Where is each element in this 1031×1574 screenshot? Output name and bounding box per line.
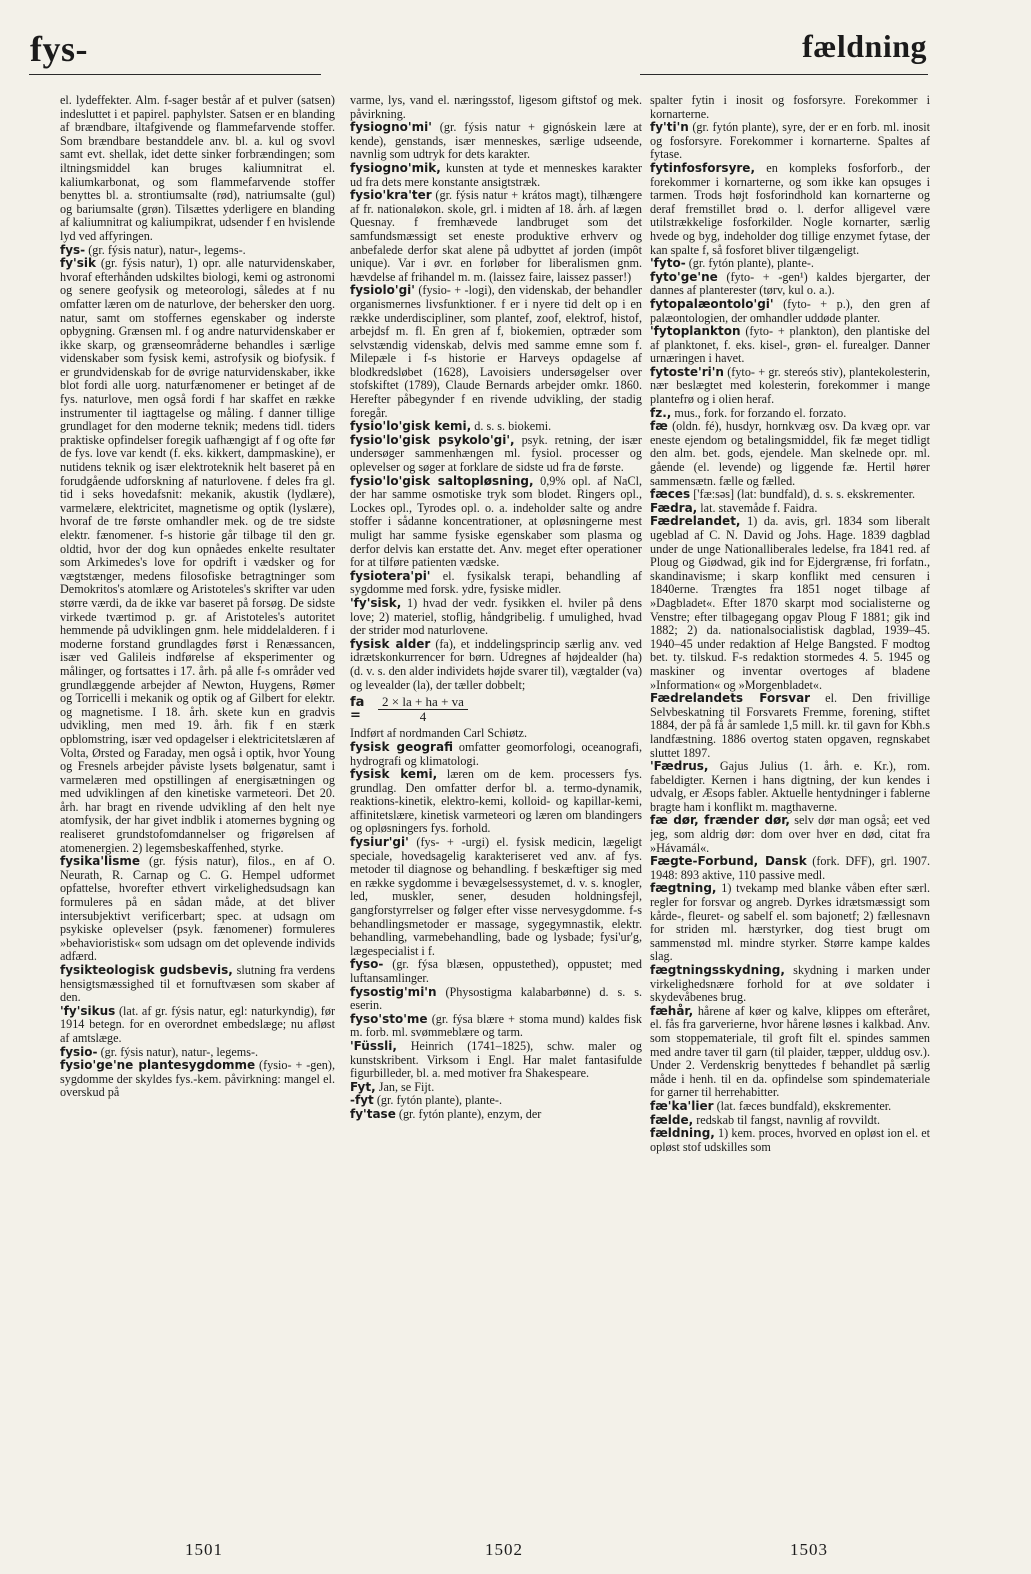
entry-text: (fork. DFF), grl. 1907. 1948: 893 aktive, 110 passive medl. — [650, 854, 930, 882]
dictionary-entry — [650, 162, 930, 257]
entry-text: Indført af nordmanden Carl Schiøtz. — [350, 726, 528, 741]
dictionary-entry — [650, 298, 930, 325]
dictionary-entry — [650, 1005, 930, 1100]
dictionary-entry — [650, 1100, 930, 1114]
entry-headword: 'fytoplankton — [650, 324, 741, 339]
entry-headword: fysiolo'gi' — [350, 283, 415, 298]
dictionary-entry — [650, 1114, 930, 1128]
entry-headword: fæ'ka'lier — [650, 1098, 714, 1113]
entry-text: (gr. fýsis natur + gignóskein lære at kende), genstands, især menneskes, særlige udseende, navnlig som udtryk for dets karakter. — [350, 120, 642, 162]
header-rule-right — [640, 74, 928, 75]
entry-text: (gr. fýsis natur + krátos magt), tilhængere af fr. nationaløkon. skole, grl. i midten af 18. årh. af lægen Quesnay. f fremhævede landbruget som det samfundsmæssigt set eneste produktive erhverv og anbefalede derfor skat alene på udbyttet af jorden (impôt unique). Var i øvr. en forløber for liberalismen gnm. hævdelse af frihandel m. m. (laissez faire, laissez passer!) — [350, 188, 642, 284]
dictionary-entry — [650, 515, 930, 692]
dictionary-entry — [650, 1127, 930, 1154]
entry-text: læren om de kem. processers fys. grundlag. Den omfatter derfor bl. a. termo-dynamik, reaktions-kinetik, elektro-kemi, kolloid- og kapillar-kemi, affinitetslære, kinetisk varmeteori og læren om blandingers og opløsningers fys. forhold. — [350, 767, 642, 836]
entry-text: el. fysikalsk terapi, behandling af sygdomme med forsk. ydre, fysiske midler. — [350, 568, 642, 597]
entry-text: 0,9% opl. af NaCl, der har samme osmotiske tryk som blodet. Ringers opl., Lockes opl., Tyrodes opl. o. a. indeholder salte og andre stoffer i sådanne koncentrationer, at opløsningerne mest muligt har samme fysiske egenskaber som plasma og derfor delvis kan erstatte det. Anv. meget efter operationer for at tilføre patienten vædske. — [350, 473, 642, 570]
entry-text: (gr. fýsis natur), 1) opr. alle naturvidenskaber, hvoraf efterhånden udskiltes biologi, kemi og astronomi og senere geofysik og meteorologi, således at f nu omfatter læren om de naturlove, der behersker den uorg. natur, samt om stoffernes egenskaber og inderste opbygning. Grænsen ml. f og andre naturvidenskaber er ikke skarp, og grænseområderne behandles i særlige videnskaber som fysisk kemi, astrofysik og biofysik. f er grundvidenskab for de øvrige naturvidenskaber, ikke blot fordi alle uorg. naturfænomener er betinget af de fys. naturlove, men også fordi f har skaffet en række instrumenter til iagttagelse og måling. f danner tillige grundlaget for den moderne teknik; medens tidl. tiders praktiske opfindelser foregik uafhængigt af f og ofte før de fys. love var kendt (f. eks. kikkert, dampmaskine), er nutidens teknik og især elektroteknik helt baseret på en forudgående udforskning af naturlovene. f deles fra gl. tid i seks hovedafsnit: mekanik, akustik (lydlære), varmelære, elektricitet, magnetisme og optik (lyslære), hvoraf de tre første omhandler mek. og de tre sidste elektr. fænomener. f-s historie går tilbage til den gr. oldtid, hvor der dog kun opnåedes enkelte resultater som Arkimedes's love for opdrift i vædsker og for vægtstænger, medens filosofiske betragtninger som Demokritos's atomlære og Aristoteles's skrifter var uden større værdi, da de ikke var baseret på forsøg. De sidste virkede tværtimod p. gr. af Aristoteles's autoritet hemmende på udviklingen gnm. hele middelalderen. f i moderne forstand grundlagdes først i Renæssancen, især ved Galileis indførelse af eksperimenter og målinger, og fortsattes i 17. årh. på alle f-s områder ved grundlæggende arbejder af Newton, Huygens, Rømer og Torricelli i mekanik og optik og af Gilbert for elektr. og magnetisme. I 18. årh. skete kun en gradvis udvikling, men med 19. årh. fik f en stærk opblomstring, især ved opdagelser i elektricitetslæren af Volta, Ørsted og Faraday, men også i optik, hvor Young og Fresnels arbejder påviste lysets bølgenatur, samt i varmelæren med opstillingen af energisætningen og med udviklingen af den kinetiske varmeteori. Det 20. årh. har bragt en rivende udvikling af den helt nye atomfysik, der har givet indblik i atomernes bygning og realiseret grundstofomdannelser og frigørelsen af atomenergien. 2) legemsbeskaffenhed, styrke. — [60, 256, 335, 855]
entry-text: (oldn. fé), husdyr, hornkvæg osv. Da kvæg opr. var eneste ejendom og betalingsmiddel, fik fæ meget tidligt den alm. bet. gods, ejendele. Man skelnede opr. ml. gående (el. levende) og liggende fæ. Hertil hører sammensætn. fælle og fælled. — [650, 419, 930, 488]
entry-headword: -fyt — [350, 1093, 374, 1108]
entry-text: (lat. af gr. fýsis natur, egl: naturkyndig), før 1914 betegn. for en overordnet embedslæge; nu afløst af amtslæge. — [60, 1003, 335, 1045]
header-rule-left — [29, 74, 321, 75]
dictionary-entry — [650, 502, 930, 516]
dictionary-entry — [350, 768, 642, 836]
dictionary-entry — [60, 257, 335, 855]
dictionary-entry — [350, 836, 642, 958]
entry-headword: fysio- — [60, 1044, 98, 1059]
dictionary-entry — [60, 855, 335, 964]
entry-text: (lat. fæces bundfald), ekskrementer. — [716, 1098, 892, 1113]
entry-headword: fysika'lisme — [60, 854, 141, 869]
dictionary-entry — [650, 488, 930, 502]
entry-text: (gr. fýsa blære + stoma mund) kaldes fisk m. forb. ml. svømmeblære og tarm. — [350, 1011, 642, 1040]
entry-headword: fysiogno'mik, — [350, 160, 441, 175]
running-head-left: fys- — [30, 29, 88, 69]
dictionary-entry — [350, 638, 642, 692]
formula-fraction — [378, 695, 468, 723]
entry-headword: Fædrelandet, — [650, 514, 741, 529]
dictionary-entry — [60, 1005, 335, 1046]
dictionary-entry — [650, 814, 930, 855]
entry-text: (gr. fýsis natur), filos., en af O. Neurath, R. Carnap og C. G. Hempel udformet opfattelse, hvorefter ethvert virkelighedsudsagn kan formuleres på en sådan måde, at det bliver intersubjektivt verificerbart; spec. at udsagn om psykiske oplevelser (psyk. fænomener) formuleres »behavioristisk« som udsagn om det oplevende individs adfærd. — [60, 854, 335, 964]
entry-text: omfatter geomorfologi, oceanografi, hydrografi og klimatologi. — [350, 739, 642, 768]
entry-headword: fælde, — [650, 1112, 694, 1127]
formula-lhs: fa = — [350, 694, 365, 724]
dictionary-entry — [60, 244, 335, 258]
entry-headword: fytopalæontolo'gi' — [650, 296, 774, 311]
formula-denominator: 4 — [419, 708, 427, 724]
entry-headword: fæ dør, frænder dør, — [650, 813, 790, 828]
entry-text: Heinrich (1741–1825), schw. maler og kunstskribent. Virksom i Engl. Har malet fantasifulde figurbilleder, bl. a. med motiver fra Shakespeare. — [350, 1038, 642, 1081]
entry-text: ['fæ:səs] (lat: bundfald), d. s. s. ekskrementer. — [693, 487, 916, 502]
dictionary-entry — [350, 1081, 642, 1095]
column-3 — [650, 94, 930, 1534]
running-head-right: fældning — [802, 28, 927, 64]
entry-text: 1) da. avis, grl. 1834 som liberalt ugeblad af C. N. David og Johs. Hage. 1839 dagblad under de unge Nationalliberales ledelse, fra 1841 red. af Ploug og Giødwad, gik ind for Ejdergrænse, fri forfatn., skandinavisme; i skarp konflikt med censuren i 1840erne. Trængtes fra 1851 noget tilbage af »Dagbladet«. Efter 1870 skarpt mod socialisterne og Venstre; efter tilbagegang opgav Ploug F 1881; gik ind 1882; 2) da. nationalsocialistisk dagblad, 1939–45. 1940–45 under redaktion af Helge Bangsted. F modtog bet. ty. tilskud. F-s redaktion stormedes 4. 5. 1945 og maskiner og inventar overtoges af bladene »Information« og »Morgenbladet«. — [650, 514, 930, 692]
entry-text: (fa), et inddelingsprincip særlig anv. ved idrætskonkurrencer for børn. Udregnes af højdealder (ha) (d. v. s. den alder individets højde svarer til), vægtalder (va) og levealder (la), der tæller dobbelt; — [350, 636, 642, 692]
dictionary-entry — [350, 727, 642, 741]
entry-headword: fældning, — [650, 1126, 715, 1141]
entry-text: spalter fytin i inosit og fosforsyre. Forekommer i kornarterne. — [650, 94, 930, 121]
entry-text: 1) tvekamp med blanke våben efter særl. regler for forsvar og angreb. Dyrkes idrætsmæssigt som kårde-, fleuret- og sabelf el. som bajonetf; 2) fællesnavn for striden ml. hærstyrker, dog tiest brugt om sammenstød ml. mindre styrker. Større kampe kaldes slag. — [650, 881, 930, 964]
entry-headword: fysisk kemi, — [350, 767, 438, 782]
entry-text: (fyto- + -gen¹) kaldes bjergarter, der dannes af planterester (tørv, kul o. a.). — [650, 269, 930, 298]
dictionary-entry — [350, 570, 642, 597]
entry-text: lat. stavemåde f. Faidra. — [700, 500, 818, 515]
entry-headword: fægtning, — [650, 881, 717, 896]
dictionary-entry — [60, 94, 335, 244]
entry-headword: fysio'kra'ter — [350, 188, 432, 203]
entry-headword: fæhår, — [650, 1003, 694, 1018]
entry-headword: fysio'lo'gisk psykolo'gi', — [350, 432, 515, 447]
dictionary-entry — [650, 420, 930, 488]
dictionary-entry — [650, 94, 930, 121]
entry-text: (fyto- + gr. stereós stiv), plantekolesterin, nær beslægtet med kolesterin, forekommer i mange plantefrø og i olien heraf. — [650, 364, 930, 407]
entry-text: hårene af køer og kalve, klippes om efteråret, el. fås fra garverierne, hvor hårene løsnes i kalkbad. Anv. som stoppemateriale, til groft filt el. spindes sammen med andre taver til garn (til plaider, tæpper, ulddug osv.). Under 2. Verdenskrig benyttedes f behandlet på særlig måde i henh. til en da. opfindelse som spindemateriale for garner til herrehabitter. — [650, 1003, 930, 1100]
dictionary-entry — [350, 121, 642, 162]
dictionary-entry — [60, 964, 335, 1005]
page-number-1502: 1502 — [485, 1540, 523, 1559]
entry-headword: fysisk geografi — [350, 739, 453, 754]
entry-headword: fysikteologisk gudsbevis, — [60, 963, 233, 977]
dictionary-entry — [350, 162, 642, 189]
entry-text: el. Den frivillige Selvbeskatning til Forsvarets Fremme, forening, stiftet 1884, der på få år samlede 1,5 mill. kr. til gavn for Kbh.s landfæstning. 1886 overtog staten opgaven, regnskabet sluttet 1897. — [650, 691, 930, 760]
dictionary-entry — [60, 1046, 335, 1060]
entry-text: (fyto- + plankton), den plantiske del af planktonet, f. eks. kisel-, grøn- el. furealger. Danner urnæringen i havet. — [650, 324, 930, 366]
entry-text: 1) hvad der vedr. fysikken el. hviler på dens love; 2) materiel, stoflig, håndgribelig. f umulighed, hvad der strider mod naturlovene. — [350, 595, 642, 638]
entry-text: redskab til fangst, navnlig af rovvildt. — [696, 1112, 881, 1127]
dictionary-entry — [650, 271, 930, 298]
entry-headword: fysostig'mi'n — [350, 984, 437, 999]
dictionary-entry — [350, 475, 642, 570]
entry-text: (gr. fytón plante), plante-. — [376, 1093, 503, 1108]
dictionary-entry — [650, 760, 930, 814]
dictionary-entry — [350, 94, 642, 121]
entry-headword: Fægte-Forbund, Dansk — [650, 854, 807, 869]
entry-text: mus., fork. for forzando el. forzato. — [674, 405, 847, 420]
entry-text: psyk. retning, der især undersøger sammenhængen ml. fysiol. processer og oplevelser og søger at forklare de sidste ud fra de første. — [350, 432, 642, 475]
dictionary-entry — [650, 257, 930, 271]
entry-headword: fysisk alder — [350, 636, 431, 651]
entry-headword: 'fy'sikus — [60, 1003, 116, 1018]
dictionary-entry — [350, 189, 642, 284]
entry-headword: fysiotera'pi' — [350, 568, 431, 583]
entry-text: Gajus Julius (1. årh. e. Kr.), rom. fabeldigter. Kernen i hans digtning, der kun kendes i udvalg, er Æsops fabler. Aktuelle hentydninger i fablerne bragte ham i konflikt m. magthaverne. — [650, 759, 930, 814]
entry-headword: fæces — [650, 487, 691, 502]
entry-headword: fytoste'ri'n — [650, 364, 724, 379]
entry-text: (gr. fytón plante), plante-. — [688, 256, 814, 271]
column-1 — [60, 94, 335, 1534]
page-number-1503: 1503 — [790, 1540, 828, 1559]
entry-headword: fytinfosforsyre, — [650, 160, 756, 175]
dictionary-entry — [350, 1094, 642, 1108]
entry-text: varme, lys, vand el. næringsstof, ligesom giftstof og mek. påvirkning. — [350, 94, 642, 121]
dictionary-entry — [350, 420, 642, 434]
entry-headword: 'Fædrus, — [650, 759, 709, 774]
dictionary-entry — [650, 882, 930, 964]
entry-text: kunsten at tyde et menneskes karakter ud fra dets mere konstante ansigtstræk. — [350, 160, 642, 189]
dictionary-entry — [60, 1059, 335, 1100]
dictionary-entry — [350, 284, 642, 420]
dictionary-entry — [350, 597, 642, 638]
page-number-1501: 1501 — [185, 1540, 223, 1559]
entry-text: (gr. fýsis natur), natur-, legems-. — [100, 1044, 259, 1059]
entry-headword: fysio'ge'ne plantesygdomme — [60, 1058, 256, 1073]
dictionary-entry — [650, 407, 930, 421]
entry-headword: fægtningsskydning, — [650, 963, 785, 977]
dictionary-entry — [350, 986, 642, 1013]
entry-text: (fyto- + p.), den gren af palæontologien, der omhandler uddøde planter. — [650, 296, 930, 325]
entry-text: (fys- + -urgi) el. fysisk medicin, lægeligt speciale, hovedsagelig karakteriseret ved anv. af fys. metoder til diagnose og behandling. f beskæftiger sig med en række sygdomme i bevægelsessystemet, d. v. s. knogler, led, muskler, sener, desuden holdningsfejl, gangforstyrrelser og følger efter visse nervesygdomme. f-s behandlingsmetoder er massage, sygegymnastik, elektr. behandling, varmebehandling, bade og lysbade; fysi'ur'g, lægespecialist i f. — [350, 835, 642, 958]
formula-numerator: 2 × la + ha + va — [378, 695, 468, 710]
entry-text: en kompleks fosforforb., der forekommer i kornarterne, og som ikke kan opsuges i tarmen. Trods højt fosforindhold kan kornarterne og deraf fremstillet brød o. l. derfor alligevel være utilstrækkelige fosforkilder. Nogle kornarter, særlig hvede og byg, indeholder dog tillige enzymet fytase, der kan spalte f, så fosforet bliver tilgængeligt. — [650, 160, 930, 257]
fysisk-alder-formula — [350, 695, 642, 723]
entry-text: (fysio- + -logi), den videnskab, der behandler organismernes livsfunktioner. f er i nyere tid delt op i en række underdiscipliner, som plantef, zoof, elektrof, histof, arbejdsf m. fl. En gren af f, biokemien, optræder som selvstændig videnskab, delvis med samme emne som f. Milepæle i f-s historie er Harveys opdagelse af blodkredsløbet (1628), Lavoisiers undersøgelser over stofskiftet (1789), Claude Bernards arbejder omkr. 1860. Herefter påbegynder f en rivende udvikling, der stadig foregår. — [350, 283, 642, 420]
entry-headword: fysiur'gi' — [350, 835, 409, 850]
entry-text: skydning i marken under virkelighedsnære forhold for at øve soldater i skydevåbenes brug. — [650, 963, 930, 1005]
entry-headword: fy'sik — [60, 256, 96, 271]
dictionary-entry — [350, 1040, 642, 1081]
entry-text: Jan, se Fijt. — [378, 1079, 435, 1094]
entry-headword: fy'tase — [350, 1106, 396, 1121]
entry-text: slutning fra verdens hensigtsmæssighed til et fornuftvæsen som skaber af den. — [60, 963, 335, 1005]
entry-text: (fysio- + -gen), sygdomme der skyldes fys.-kem. påvirkning: mangel el. overskud på — [60, 1058, 335, 1100]
entry-headword: fysio'lo'gisk kemi, — [350, 419, 472, 434]
dictionary-entry — [350, 958, 642, 985]
entry-text: selv dør man også; eet ved jeg, som aldrig dør: dom over hver en død, citat fra »Hávamál«. — [650, 813, 930, 855]
dictionary-entry — [650, 692, 930, 760]
entry-headword: Fædrelandets Forsvar — [650, 691, 811, 706]
dictionary-entry — [350, 741, 642, 768]
dictionary-entry — [650, 855, 930, 882]
entry-headword: 'Füssli, — [350, 1038, 397, 1053]
entry-text: d. s. s. biokemi. — [474, 419, 552, 434]
entry-headword: fz., — [650, 405, 672, 420]
dictionary-entry — [650, 964, 930, 1005]
entry-headword: fyso- — [350, 957, 384, 972]
entry-headword: fy'ti'n — [650, 120, 689, 135]
entry-headword: Fædra, — [650, 500, 698, 515]
entry-headword: fys- — [60, 242, 86, 257]
entry-headword: fysiogno'mi' — [350, 120, 432, 135]
dictionary-entry — [650, 325, 930, 366]
dictionary-entry — [350, 1013, 642, 1040]
entry-text: el. lydeffekter. Alm. f-sager består af et pulver (satsen) indesluttet i et papirel. paphylster. Satsen er en blanding af brændbare, iltafgivende og flammefarvende stoffer. Som brændbare bestanddele anv. bl. a. kul og svovl samt evt. shellak, idet dette sinker forbrændingen; som iltningsmiddel kan bruges kaliumnitrat el. kaliumkarbonat, og som flammefarvende stoffer benyttes bl. a. strontiumsalte (rød), natriumsalte (gul) og bariumsalte (grøn). Tilsættes yderligere en blanding af kaliumnitrat og kaliumpikrat, udsender f en hvislende lyd ved affyringen. — [60, 94, 335, 243]
entry-headword: fysio'lo'gisk saltopløsning, — [350, 473, 534, 488]
dictionary-entry — [650, 366, 930, 407]
entry-headword: Fyt, — [350, 1079, 376, 1094]
column-2 — [350, 94, 642, 1534]
dictionary-entry — [650, 121, 930, 162]
entry-headword: fæ — [650, 419, 668, 434]
entry-headword: 'fy'sisk, — [350, 595, 402, 610]
entry-text: (gr. fytón plante), enzym, der — [398, 1106, 542, 1121]
entry-text: 1) kem. proces, hvorved en opløst ion el. et opløst stof udskilles som — [650, 1126, 930, 1154]
dictionary-entry — [350, 1108, 642, 1122]
dictionary-entry — [350, 434, 642, 475]
entry-text: (gr. fýsis natur), natur-, legems-. — [88, 242, 246, 257]
entry-text: (gr. fytón plante), syre, der er en forb. ml. inosit og fosforsyre. Forekommer i kornarterne. Spaltes af fytase. — [650, 120, 930, 162]
entry-text: (Physostigma kalabarbønne) d. s. s. eserin. — [350, 984, 642, 1013]
entry-headword: fyto'ge'ne — [650, 269, 718, 284]
entry-headword: 'fyto- — [650, 256, 686, 271]
entry-text: (gr. fýsa blæsen, oppustethed), oppustet; med luftansamlinger. — [350, 957, 642, 985]
entry-headword: fyso'sto'me — [350, 1011, 428, 1026]
